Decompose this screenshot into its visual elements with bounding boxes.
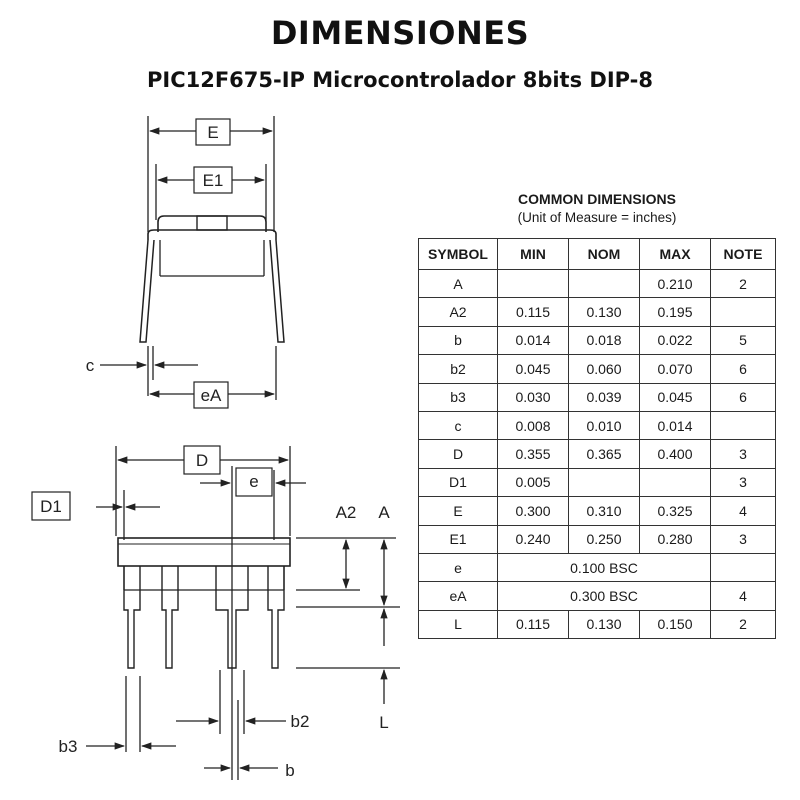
- cell-symbol: b3: [419, 383, 498, 411]
- cell-note: 4: [711, 582, 776, 610]
- cell-max: 0.014: [640, 411, 711, 439]
- common-dimensions-table: [418, 238, 776, 639]
- col-header-note: NOTE: [711, 239, 776, 270]
- cell-note: 6: [711, 383, 776, 411]
- cell-max: 0.022: [640, 326, 711, 354]
- cell-symbol: E1: [419, 525, 498, 553]
- cell-min: [498, 270, 569, 298]
- table-row: [419, 298, 776, 326]
- table-row: [419, 326, 776, 354]
- cell-symbol: D: [419, 440, 498, 468]
- cell-min: 0.008: [498, 411, 569, 439]
- cell-nom: 0.310: [569, 497, 640, 525]
- dim-label-b2: b2: [290, 712, 310, 731]
- table-row: [419, 270, 776, 298]
- cell-nom: 0.018: [569, 326, 640, 354]
- dim-label-eA: eA: [200, 386, 222, 405]
- table-row: [419, 497, 776, 525]
- cell-nom: 0.010: [569, 411, 640, 439]
- cell-symbol: eA: [419, 582, 498, 610]
- cell-nom: 0.039: [569, 383, 640, 411]
- table-row: [419, 610, 776, 638]
- cell-min: 0.115: [498, 610, 569, 638]
- cell-max: 0.070: [640, 355, 711, 383]
- cell-nom: 0.130: [569, 610, 640, 638]
- cell-symbol: b2: [419, 355, 498, 383]
- table-header-row: [419, 239, 776, 270]
- cell-max: 0.045: [640, 383, 711, 411]
- table-row: [419, 355, 776, 383]
- page-title: DIMENSIONES: [270, 14, 530, 52]
- cell-nom: 0.250: [569, 525, 640, 553]
- col-header-min: MIN: [498, 239, 569, 270]
- cell-symbol: e: [419, 553, 498, 581]
- cell-symbol: A2: [419, 298, 498, 326]
- page-subtitle: PIC12F675-IP Microcontrolador 8bits DIP-8: [146, 68, 653, 92]
- cell-nom: [569, 270, 640, 298]
- cell-min: 0.014: [498, 326, 569, 354]
- table-row: [419, 553, 776, 581]
- table-row: [419, 440, 776, 468]
- table-row: [419, 468, 776, 496]
- cell-note: [711, 553, 776, 581]
- cell-note: 4: [711, 497, 776, 525]
- cell-min: 0.030: [498, 383, 569, 411]
- dim-label-c: c: [85, 356, 95, 375]
- cell-value-span: 0.300 BSC: [498, 582, 711, 610]
- dim-label-E1: E1: [202, 171, 224, 190]
- cell-max: 0.400: [640, 440, 711, 468]
- cell-note: 2: [711, 610, 776, 638]
- cell-symbol: c: [419, 411, 498, 439]
- cell-nom: [569, 468, 640, 496]
- cell-max: 0.325: [640, 497, 711, 525]
- cell-note: [711, 411, 776, 439]
- table-row: [419, 383, 776, 411]
- cell-symbol: b: [419, 326, 498, 354]
- dim-label-D: D: [195, 451, 209, 470]
- table-caption: COMMON DIMENSIONS: [518, 191, 676, 207]
- table-unit-note: (Unit of Measure = inches): [517, 210, 677, 225]
- cell-max: [640, 468, 711, 496]
- dim-label-b3: b3: [58, 737, 78, 756]
- cell-max: 0.195: [640, 298, 711, 326]
- cell-note: 6: [711, 355, 776, 383]
- cell-min: 0.045: [498, 355, 569, 383]
- table-row: [419, 525, 776, 553]
- col-header-max: MAX: [640, 239, 711, 270]
- cell-nom: 0.365: [569, 440, 640, 468]
- cell-min: 0.355: [498, 440, 569, 468]
- dim-label-A: A: [378, 503, 390, 522]
- cell-nom: 0.060: [569, 355, 640, 383]
- cell-symbol: D1: [419, 468, 498, 496]
- col-header-nom: NOM: [569, 239, 640, 270]
- dim-label-b: b: [285, 761, 295, 780]
- col-header-symbol: SYMBOL: [419, 239, 498, 270]
- cell-min: 0.240: [498, 525, 569, 553]
- cell-min: 0.300: [498, 497, 569, 525]
- dim-label-e: e: [249, 472, 259, 491]
- cell-note: 3: [711, 525, 776, 553]
- cell-symbol: L: [419, 610, 498, 638]
- dim-label-E: E: [207, 123, 219, 142]
- cell-note: 2: [711, 270, 776, 298]
- cell-max: 0.210: [640, 270, 711, 298]
- cell-value-span: 0.100 BSC: [498, 553, 711, 581]
- cell-note: 5: [711, 326, 776, 354]
- dim-label-A2: A2: [335, 503, 357, 522]
- cell-min: 0.005: [498, 468, 569, 496]
- cell-max: 0.280: [640, 525, 711, 553]
- cell-nom: 0.130: [569, 298, 640, 326]
- dim-label-D1: D1: [40, 497, 62, 516]
- dim-label-L: L: [379, 713, 389, 732]
- cell-note: 3: [711, 468, 776, 496]
- cell-symbol: A: [419, 270, 498, 298]
- table-row: [419, 411, 776, 439]
- cell-note: [711, 298, 776, 326]
- cell-max: 0.150: [640, 610, 711, 638]
- table-row: [419, 582, 776, 610]
- cell-min: 0.115: [498, 298, 569, 326]
- cell-symbol: E: [419, 497, 498, 525]
- cell-note: 3: [711, 440, 776, 468]
